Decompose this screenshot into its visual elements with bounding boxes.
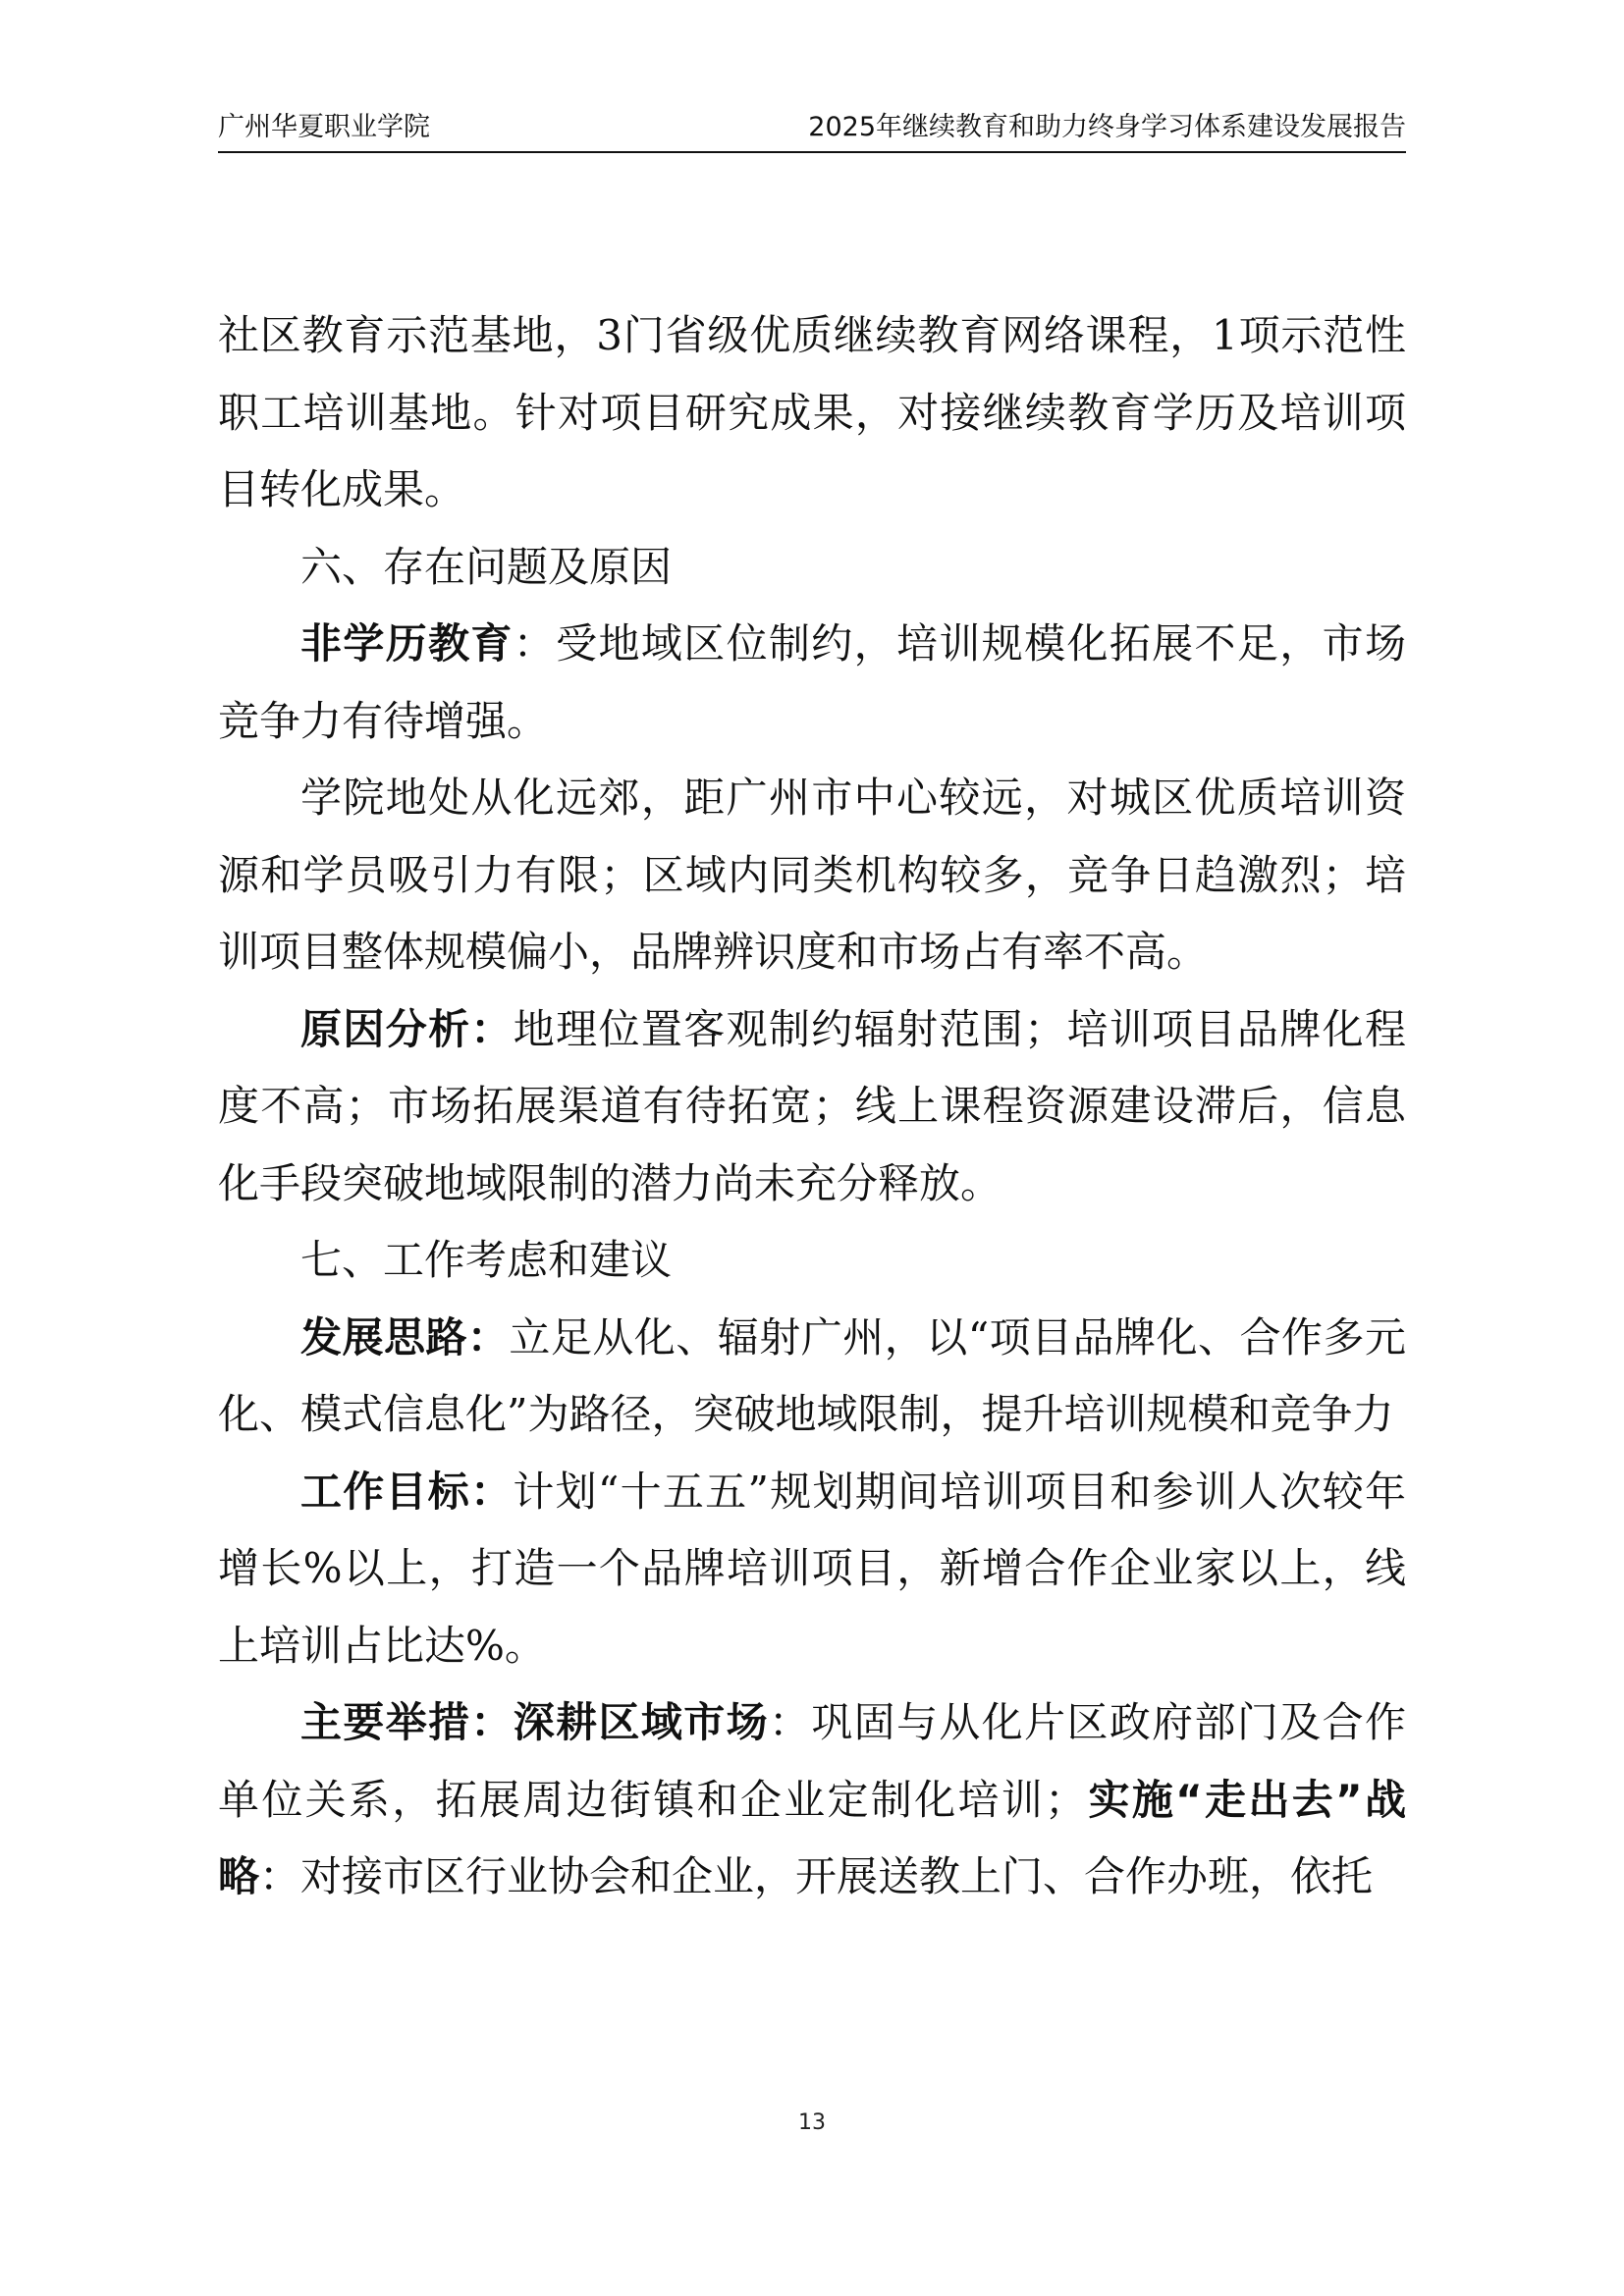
paragraph-cause-analysis	[218, 991, 1406, 1223]
bold-lead: 非学历教育	[300, 619, 514, 667]
bold-lead: 实施“走出去”战略	[218, 1775, 1406, 1900]
paragraph-development-idea	[218, 1300, 1406, 1454]
paragraph-text: ：受地域区位制约，培训规模化拓展不足，市场竞争力有待增强。	[218, 619, 1406, 745]
paragraph-work-goal	[218, 1454, 1406, 1685]
header-rule	[218, 151, 1406, 153]
bold-lead: 主要举措：深耕区域市场	[300, 1698, 769, 1746]
header-institution: 广州华夏职业学院	[218, 112, 430, 142]
header-report-title: 2025年继续教育和助力终身学习体系建设发展报告	[808, 112, 1406, 142]
paragraph-continuation: 社区教育示范基地，3门省级优质继续教育网络课程，1项示范性职工培训基地。针对项目研究成果，对接继续教育学历及培训项目转化成果。	[218, 311, 1406, 513]
section-heading-7: 七、工作考虑和建议	[300, 1236, 673, 1284]
paragraph-main-measures	[218, 1684, 1406, 1916]
bold-lead: 工作目标：	[300, 1467, 514, 1516]
page-number: 13	[798, 2110, 826, 2135]
bold-lead: 原因分析：	[300, 1004, 514, 1053]
section-heading-6: 六、存在问题及原因	[300, 542, 673, 591]
paragraph-text: ：对接市区行业协会和企业，开展送教上门、合作办班，依托	[259, 1852, 1374, 1900]
paragraph-text: 立足从化、辐射广州，以“项目品牌化、合作多元化、模式信息化”为路径，突破地域限制，提升培训规模和竞争力	[218, 1312, 1406, 1438]
paragraph-non-degree-education	[218, 606, 1406, 760]
body-text	[218, 297, 1406, 1916]
paragraph-text: 地理位置客观制约辐射范围；培训项目品牌化程度不高；市场拓展渠道有待拓宽；线上课程资源建设滞后，信息化手段突破地域限制的潜力尚未充分释放。	[218, 1004, 1406, 1207]
bold-lead: 发展思路：	[300, 1312, 510, 1362]
paragraph-text: 计划“十五五”规划期间培训项目和参训人次较年增长%以上，打造一个品牌培训项目，新增合作企业家以上，线上培训占比达%。	[218, 1467, 1406, 1670]
paragraph-location: 学院地处从化远郊，距广州市中心较远，对城区优质培训资源和学员吸引力有限；区域内同类机构较多，竞争日趋激烈；培训项目整体规模偏小，品牌辨识度和市场占有率不高。	[218, 774, 1406, 976]
paragraph-text: ：巩固与从化片区政府部门及合作单位关系，拓展周边街镇和企业定制化培训；	[218, 1698, 1406, 1824]
